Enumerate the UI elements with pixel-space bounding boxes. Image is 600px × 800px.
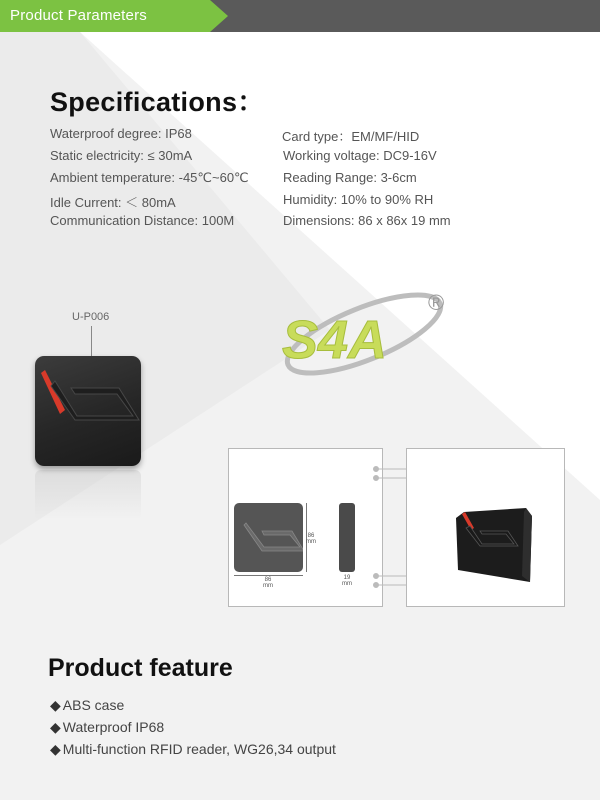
height-dimension-label: 86 mm	[306, 533, 316, 545]
model-label: U-P006	[72, 311, 110, 323]
spec-waterproof: Waterproof degree: IP68	[50, 126, 192, 141]
spec-humidity: Humidity: 10% to 90% RH	[283, 192, 434, 207]
spec-temperature: Ambient temperature: -45℃~60℃	[50, 170, 249, 185]
spec-distance: Communication Distance: 100M	[50, 213, 235, 228]
diamond-bullet-icon: ◆	[50, 719, 61, 735]
feature-item: ◆ Multi-function RFID reader, WG26,34 output	[50, 741, 336, 757]
side-view	[339, 503, 355, 572]
registered-mark-icon: ®	[428, 290, 445, 315]
model-leader-line	[91, 326, 92, 358]
front-card-logo-icon	[234, 503, 303, 572]
brand-logo-text: S4A	[282, 310, 388, 370]
spec-voltage: Working voltage: DC9-16V	[283, 148, 437, 163]
feature-heading: Product feature	[48, 654, 233, 682]
depth-dimension-label: 19 mm	[342, 575, 352, 587]
card-logo-icon	[35, 356, 141, 466]
diamond-bullet-icon: ◆	[50, 741, 61, 757]
brand-logo	[276, 288, 456, 388]
product-photo	[35, 356, 141, 466]
specifications-heading: Specifications：	[50, 87, 265, 117]
header-bar	[0, 0, 600, 32]
device-reflection	[35, 470, 141, 520]
perspective-view-box	[406, 448, 565, 607]
width-dimension-label: 86 mm	[263, 577, 273, 589]
spec-idle-current: Idle Current: ＜ 80mA	[50, 195, 176, 210]
feature-item: ◆ ABS case	[50, 697, 125, 713]
spec-dimensions: Dimensions: 86 x 86x 19 mm	[283, 213, 451, 228]
front-view	[234, 503, 303, 572]
spec-static: Static electricity: ≤ 30mA	[50, 148, 193, 163]
dimension-drawing	[228, 448, 383, 607]
diamond-bullet-icon: ◆	[50, 697, 61, 713]
perspective-device-image	[452, 504, 544, 584]
header-title: Product Parameters	[10, 7, 147, 24]
spec-reading-range: Reading Range: 3-6cm	[283, 170, 417, 185]
feature-item: ◆ Waterproof IP68	[50, 719, 165, 735]
spec-card-type: Card type：EM/MF/HID	[282, 129, 420, 144]
width-dimension-line	[234, 575, 303, 576]
